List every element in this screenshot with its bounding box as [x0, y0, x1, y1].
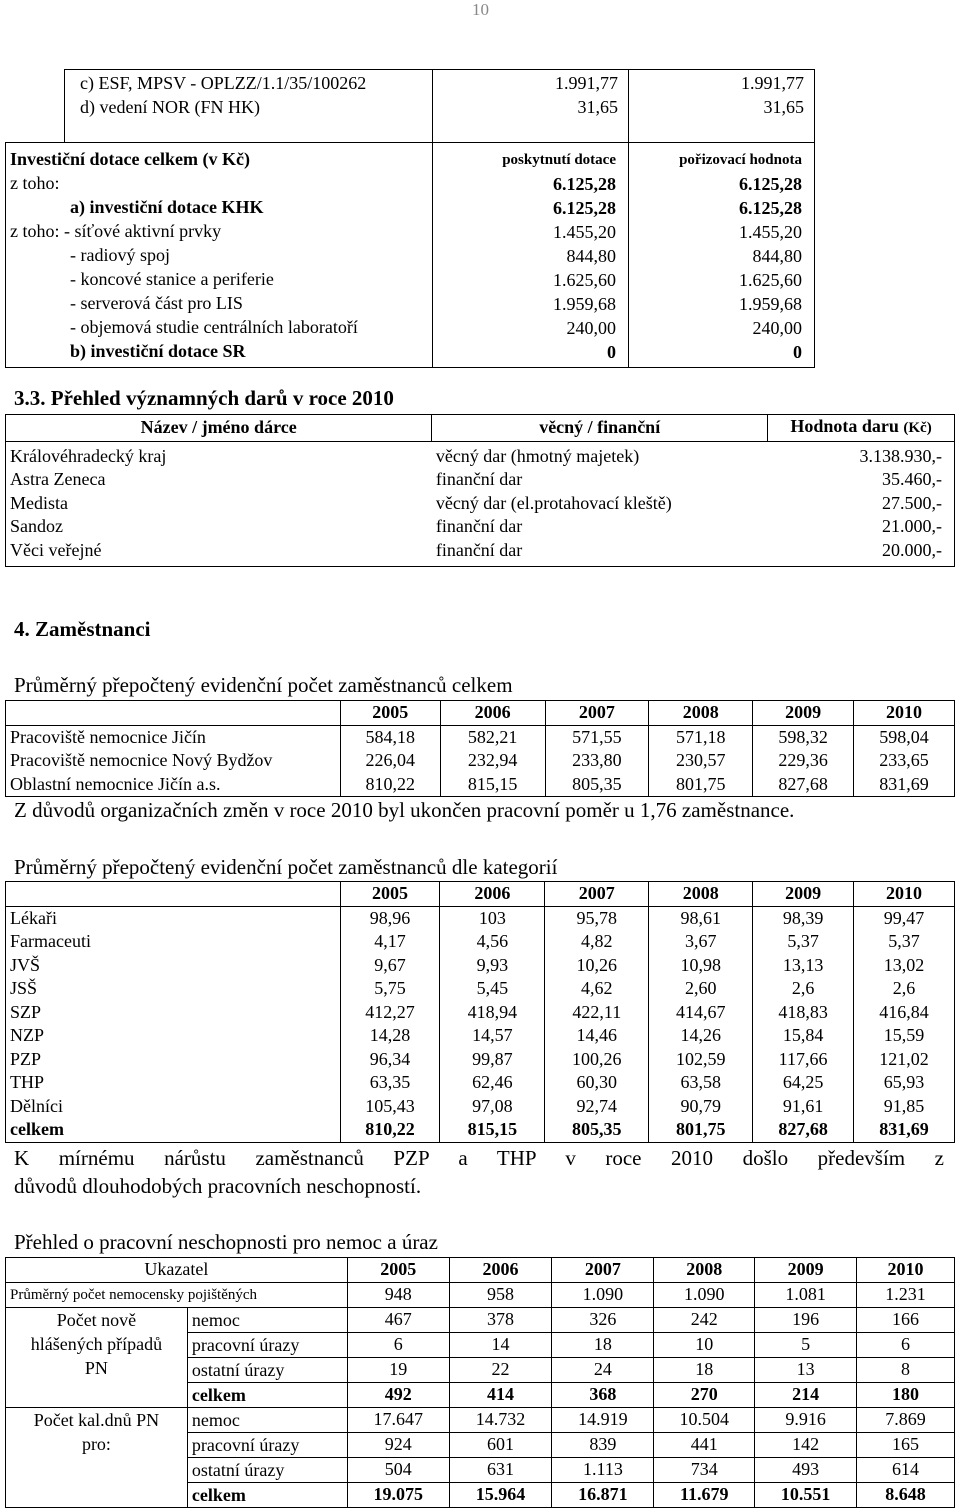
row-label: - koncové stanice a periferie: [70, 269, 274, 289]
row-label: celkem: [187, 1482, 347, 1507]
year-header: 2008: [654, 1258, 755, 1283]
value-cell: 13,13: [753, 954, 854, 978]
value-cell: 839: [552, 1432, 654, 1457]
label-text: d) vedení NOR (FN HK): [80, 96, 260, 117]
year-header: 2005: [347, 1258, 449, 1283]
value-cell: 196: [755, 1307, 857, 1332]
value-cell: 734: [654, 1457, 755, 1482]
value-cell: 9.916: [755, 1407, 857, 1432]
row-label: THP: [6, 1071, 341, 1095]
value-cell: 601: [449, 1432, 552, 1457]
value-cell: 95,78: [545, 906, 649, 930]
label-column: [6, 143, 433, 368]
gift-value: 3.138.930,-: [859, 445, 942, 466]
value-cell: 10,98: [649, 954, 753, 978]
value-cell: 2,60: [649, 977, 753, 1001]
value-cell: 414: [449, 1382, 552, 1407]
value-cell: 412,27: [340, 1001, 440, 1025]
value-cell: 97,08: [440, 1095, 545, 1119]
value-cell: 5: [755, 1332, 857, 1357]
value-cell: 242: [654, 1307, 755, 1332]
row-label: - radiový spoj: [70, 245, 170, 265]
table-row: [6, 954, 955, 978]
value-cell: 16.871: [552, 1482, 654, 1507]
value-cell: 15,84: [753, 1024, 854, 1048]
value-cell: 5,45: [440, 977, 545, 1001]
value-cell: 5,37: [753, 930, 854, 954]
value-cell: 467: [347, 1307, 449, 1332]
acquisition-column: [629, 143, 815, 368]
gift-type: finanční dar: [435, 469, 523, 489]
value-cell: 598,04: [879, 726, 929, 747]
value-cell: 229,36: [753, 749, 854, 773]
value-cell: 368: [552, 1382, 654, 1407]
table-row: [6, 539, 955, 567]
table-row: [6, 1048, 955, 1072]
column-header: věcný / finanční: [432, 415, 768, 442]
value-cell: 99,47: [883, 907, 925, 928]
value-cell: 9,93: [440, 954, 545, 978]
value-cell: 2,6: [892, 978, 916, 998]
column-header: Název / jméno dárce: [6, 415, 432, 442]
group-label: [6, 1307, 188, 1407]
value-cell: 11.679: [654, 1482, 755, 1507]
value-cell: 13,02: [883, 954, 925, 975]
table-header-row: [6, 701, 955, 726]
table-row: [6, 930, 955, 954]
table-row: [6, 1001, 955, 1025]
table-row: [6, 1282, 955, 1307]
row-label: Pracoviště nemocnice Nový Bydžov: [6, 749, 341, 773]
value-text: 1.455,20: [553, 222, 616, 242]
group-label-text: pro:: [81, 1433, 111, 1454]
year-header: 2009: [753, 701, 854, 726]
sick-leave-table: [5, 1257, 955, 1508]
funding-table: [64, 69, 815, 143]
table-caption: Průměrný přepočtený evidenční počet zaměstnanců celkem: [14, 673, 513, 697]
value-text: 6.125,28: [739, 198, 802, 218]
donor-name: Astra Zeneca: [10, 469, 106, 489]
value-cell: 6: [857, 1332, 955, 1357]
row-label: Průměrný počet nemocensky pojištěných: [6, 1282, 348, 1307]
row-label: nemoc: [187, 1407, 347, 1432]
value-cell: 99,87: [440, 1048, 545, 1072]
value-cell: 631: [449, 1457, 552, 1482]
value-cell: 63,58: [649, 1071, 753, 1095]
value-cell: 105,43: [340, 1095, 440, 1119]
table-row: [6, 468, 955, 492]
value-cell: 10.504: [654, 1407, 755, 1432]
value-cell: 571,18: [649, 725, 753, 749]
value-cell: 1.231: [857, 1282, 955, 1307]
value-cell: 62,46: [440, 1071, 545, 1095]
value-cell: 103: [440, 906, 545, 930]
section-heading: 3.3. Přehled významných darů v roce 2010: [14, 386, 394, 410]
value-cell: 571,55: [545, 725, 649, 749]
value-cell: 166: [857, 1307, 955, 1332]
value-cell: 1.090: [552, 1282, 654, 1307]
group-label-text: Počet nově: [56, 1309, 137, 1330]
value-cell: 60,30: [545, 1071, 649, 1095]
value-cell: 180: [857, 1382, 955, 1407]
row-label: SZP: [6, 1001, 341, 1025]
gift-type: věcný dar (el.protahovací kleště): [435, 492, 672, 513]
value-cell: 4,82: [545, 930, 649, 954]
value-cell: 810,22: [340, 1118, 440, 1142]
group-label-text: hlášených případů: [30, 1333, 163, 1354]
table-row: [6, 773, 955, 797]
table-row: [6, 1095, 955, 1119]
row-label: JSŠ: [6, 977, 341, 1001]
value-cell: 22: [449, 1357, 552, 1382]
value-text: 6.125,28: [553, 174, 616, 194]
value-cell: 801,75: [649, 773, 753, 797]
value-text: 1.959,68: [553, 294, 616, 314]
value-cell: 14,57: [440, 1024, 545, 1048]
value-text: 1.991,77: [741, 73, 804, 93]
table-row: [6, 143, 815, 368]
donor-name: Královéhradecký kraj: [10, 445, 167, 466]
value-cell: 9,67: [340, 954, 440, 978]
year-header: 2007: [552, 1258, 654, 1283]
value-cell: 17.647: [347, 1407, 449, 1432]
donor-name: Věci veřejné: [10, 539, 102, 560]
value-cell: 1.090: [654, 1282, 755, 1307]
row-label: celkem: [187, 1382, 347, 1407]
value-cell: 232,94: [440, 749, 545, 773]
value-cell: 3,67: [649, 930, 753, 954]
value-cell: 233,80: [545, 749, 649, 773]
value-text: 844,80: [752, 246, 802, 266]
value-cell: 14.732: [449, 1407, 552, 1432]
year-header: 2009: [753, 882, 854, 907]
value-cell: 270: [654, 1382, 755, 1407]
year-header: 2005: [340, 701, 440, 726]
column-header: Ukazatel: [6, 1258, 348, 1283]
value-cell: 2,6: [753, 977, 854, 1001]
group-label-text: Počet kal.dnů PN: [33, 1409, 160, 1430]
gift-value: 35.460,-: [882, 469, 942, 489]
value-cell: 18: [654, 1357, 755, 1382]
value-cell: 1.081: [755, 1282, 857, 1307]
value-cell: 15,59: [883, 1025, 925, 1045]
value-cell: 6: [347, 1332, 449, 1357]
value-cell: 19.075: [347, 1482, 449, 1507]
value-cell: 65,93: [883, 1072, 925, 1092]
value-cell: 165: [857, 1432, 955, 1457]
value-text: 31,65: [763, 96, 804, 117]
value-cell: 492: [347, 1382, 449, 1407]
value-cell: 15.964: [449, 1482, 552, 1507]
value-cell: 584,18: [340, 725, 440, 749]
value-cell: 422,11: [545, 1001, 649, 1025]
value-text: 1.959,68: [739, 294, 802, 314]
value-cell: 96,34: [340, 1048, 440, 1072]
table-row: [6, 749, 955, 773]
table-row: [6, 1071, 955, 1095]
value-cell: 226,04: [340, 749, 440, 773]
page-number: 10: [472, 0, 489, 19]
row-label: NZP: [6, 1024, 341, 1048]
value-cell: 614: [857, 1457, 955, 1482]
row-label: - objemová studie centrálních laboratoří: [70, 317, 358, 337]
year-header: 2010: [886, 883, 923, 903]
table-total-row: [6, 1118, 955, 1142]
year-header: 2005: [340, 882, 440, 907]
value-cell: 90,79: [649, 1095, 753, 1119]
value-cell: 815,15: [440, 1118, 545, 1142]
table-row: [6, 1407, 955, 1432]
value-cell: 815,15: [440, 773, 545, 797]
year-header: 2008: [649, 882, 753, 907]
value-cell: 8: [857, 1357, 955, 1382]
value-cell: 100,26: [545, 1048, 649, 1072]
table-row: [6, 515, 955, 539]
value-cell: 10.551: [755, 1482, 857, 1507]
table-row: [6, 1307, 955, 1332]
row-label: celkem: [6, 1118, 341, 1142]
value-cell: 24: [552, 1357, 654, 1382]
value-cell: 14,26: [649, 1024, 753, 1048]
year-header: 2007: [545, 882, 649, 907]
row-label: - serverová část pro LIS: [70, 293, 243, 313]
row-label: z toho: - síťové aktivní prvky: [10, 221, 222, 241]
value-cell: [629, 70, 815, 143]
empty-header: [6, 701, 341, 726]
employees-total-table: [5, 700, 955, 797]
year-header: 2007: [545, 701, 649, 726]
empty-header: [6, 882, 341, 907]
value-cell: 230,57: [649, 749, 753, 773]
year-header: 2006: [440, 701, 545, 726]
value-cell: 5,75: [340, 977, 440, 1001]
value-cell: 142: [755, 1432, 857, 1457]
value-cell: 831,69: [879, 773, 929, 794]
value-cell: 10: [654, 1332, 755, 1357]
value-cell: 98,61: [649, 906, 753, 930]
value-cell: 1.113: [552, 1457, 654, 1482]
table-row: [6, 906, 955, 930]
year-header: 2010: [886, 702, 923, 722]
column-header: poskytnutí dotace: [502, 152, 616, 168]
label-text: c) ESF, MPSV - OPLZZ/1.1/35/100262: [80, 73, 367, 93]
header-text: Hodnota daru: [790, 416, 899, 436]
group-label-text: PN: [84, 1357, 108, 1378]
column-header: pořizovací hodnota: [679, 152, 802, 168]
row-label: Farmaceuti: [6, 930, 341, 954]
year-header: 2008: [649, 701, 753, 726]
value-cell: 117,66: [753, 1048, 854, 1072]
row-label: [65, 70, 433, 143]
row-label: ostatní úrazy: [187, 1357, 347, 1382]
gifts-table: [5, 414, 955, 567]
value-cell: 14,28: [340, 1024, 440, 1048]
row-label: b) investiční dotace SR: [70, 341, 246, 361]
value-cell: 582,21: [440, 725, 545, 749]
row-label: nemoc: [187, 1307, 347, 1332]
value-cell: 598,32: [753, 725, 854, 749]
gift-value: 27.500,-: [882, 492, 942, 513]
value-cell: 214: [755, 1382, 857, 1407]
value-cell: [433, 70, 629, 143]
value-cell: 948: [347, 1282, 449, 1307]
table-header-row: [6, 1258, 955, 1283]
row-label: pracovní úrazy: [187, 1432, 347, 1457]
value-cell: 831,69: [879, 1119, 929, 1139]
value-cell: 10,26: [545, 954, 649, 978]
row-label: Pracoviště nemocnice Jičín: [6, 725, 341, 749]
row-label: Lékaři: [6, 906, 341, 930]
value-text: 0: [793, 342, 802, 362]
gift-value: 21.000,-: [882, 516, 942, 536]
year-header: 2010: [857, 1258, 955, 1283]
year-header: 2006: [440, 882, 545, 907]
value-cell: 19: [347, 1357, 449, 1382]
value-cell: 102,59: [649, 1048, 753, 1072]
table-header-row: [6, 882, 955, 907]
value-text: 844,80: [566, 246, 616, 266]
subsidy-column: [433, 143, 629, 368]
value-cell: 7.869: [857, 1407, 955, 1432]
value-cell: 4,56: [440, 930, 545, 954]
table-row: [6, 492, 955, 516]
table-row: [6, 1024, 955, 1048]
value-text: 6.125,28: [739, 174, 802, 194]
year-header: 2009: [755, 1258, 857, 1283]
value-cell: 14,46: [545, 1024, 649, 1048]
value-cell: 63,35: [340, 1071, 440, 1095]
value-cell: 4,62: [545, 977, 649, 1001]
investment-subsidy-table: [5, 142, 815, 368]
value-cell: 493: [755, 1457, 857, 1482]
value-cell: 810,22: [340, 773, 440, 797]
donor-name: Sandoz: [10, 516, 63, 536]
table-caption: Průměrný přepočtený evidenční počet zaměstnanců dle kategorií: [14, 855, 558, 879]
gift-type: věcný dar (hmotný majetek): [435, 445, 640, 466]
section-heading: 4. Zaměstnanci: [14, 617, 151, 641]
value-cell: 5,37: [888, 931, 920, 951]
value-cell: 121,02: [879, 1048, 929, 1069]
group-label: [6, 1407, 188, 1507]
donor-name: Medista: [10, 492, 68, 513]
note-paragraph-line2: důvodů dlouhodobých pracovních neschopností.: [14, 1174, 422, 1198]
row-label: JVŠ: [6, 954, 341, 978]
row-label: Oblastní nemocnice Jičín a.s.: [6, 773, 341, 797]
note-paragraph: Z důvodů organizačních změn v roce 2010 byl ukončen pracovní poměr u 1,76 zaměstnance.: [14, 798, 795, 822]
value-text: 0: [607, 342, 616, 362]
value-cell: 98,96: [340, 906, 440, 930]
value-cell: 418,94: [440, 1001, 545, 1025]
value-text: 6.125,28: [553, 198, 616, 218]
value-cell: 378: [449, 1307, 552, 1332]
row-label: a) investiční dotace KHK: [70, 197, 264, 217]
value-text: 1.991,77: [555, 73, 618, 93]
note-paragraph-line1: K mírnému nárůstu zaměstnanců PZP a THP v roce 2010 došlo především z: [14, 1146, 944, 1170]
value-cell: 924: [347, 1432, 449, 1457]
table-caption: Přehled o pracovní neschopnosti pro nemoc a úraz: [14, 1230, 438, 1254]
row-label: pracovní úrazy: [187, 1332, 347, 1357]
value-cell: 801,75: [649, 1118, 753, 1142]
value-cell: 441: [654, 1432, 755, 1457]
table-row: [6, 725, 955, 749]
table-row: [6, 441, 955, 468]
value-cell: 416,84: [879, 1001, 929, 1022]
value-text: 1.455,20: [739, 222, 802, 242]
column-header: [768, 415, 955, 442]
row-label: ostatní úrazy: [187, 1457, 347, 1482]
table-title: Investiční dotace celkem (v Kč): [10, 149, 250, 169]
gift-type: finanční dar: [435, 539, 523, 560]
value-text: 31,65: [577, 96, 618, 117]
value-cell: 8.648: [857, 1482, 955, 1507]
value-cell: 827,68: [753, 1118, 854, 1142]
table-row: [65, 70, 815, 143]
value-cell: 91,61: [753, 1095, 854, 1119]
value-cell: 4,17: [340, 930, 440, 954]
value-cell: 504: [347, 1457, 449, 1482]
header-unit: (Kč): [903, 420, 932, 436]
value-cell: 18: [552, 1332, 654, 1357]
year-header: 2006: [449, 1258, 552, 1283]
value-cell: 92,74: [545, 1095, 649, 1119]
value-cell: 326: [552, 1307, 654, 1332]
row-label: z toho:: [10, 173, 60, 193]
value-cell: 91,85: [883, 1095, 925, 1116]
value-text: 1.625,60: [553, 270, 616, 290]
value-cell: 805,35: [545, 1118, 649, 1142]
value-cell: 805,35: [545, 773, 649, 797]
value-cell: 14: [449, 1332, 552, 1357]
value-cell: 14.919: [552, 1407, 654, 1432]
value-cell: 827,68: [753, 773, 854, 797]
value-text: 1.625,60: [739, 270, 802, 290]
value-cell: 64,25: [753, 1071, 854, 1095]
value-cell: 958: [449, 1282, 552, 1307]
row-label: Dělníci: [6, 1095, 341, 1119]
value-cell: 418,83: [753, 1001, 854, 1025]
employees-category-table: [5, 881, 955, 1143]
value-cell: 233,65: [879, 750, 929, 770]
table-header-row: [6, 415, 955, 442]
row-label: PZP: [6, 1048, 341, 1072]
value-cell: 13: [755, 1357, 857, 1382]
gift-type: finanční dar: [435, 516, 523, 536]
value-cell: 414,67: [649, 1001, 753, 1025]
value-cell: 98,39: [753, 906, 854, 930]
table-row: [6, 977, 955, 1001]
gift-value: 20.000,-: [882, 539, 942, 560]
value-text: 240,00: [752, 318, 802, 338]
value-text: 240,00: [566, 318, 616, 338]
